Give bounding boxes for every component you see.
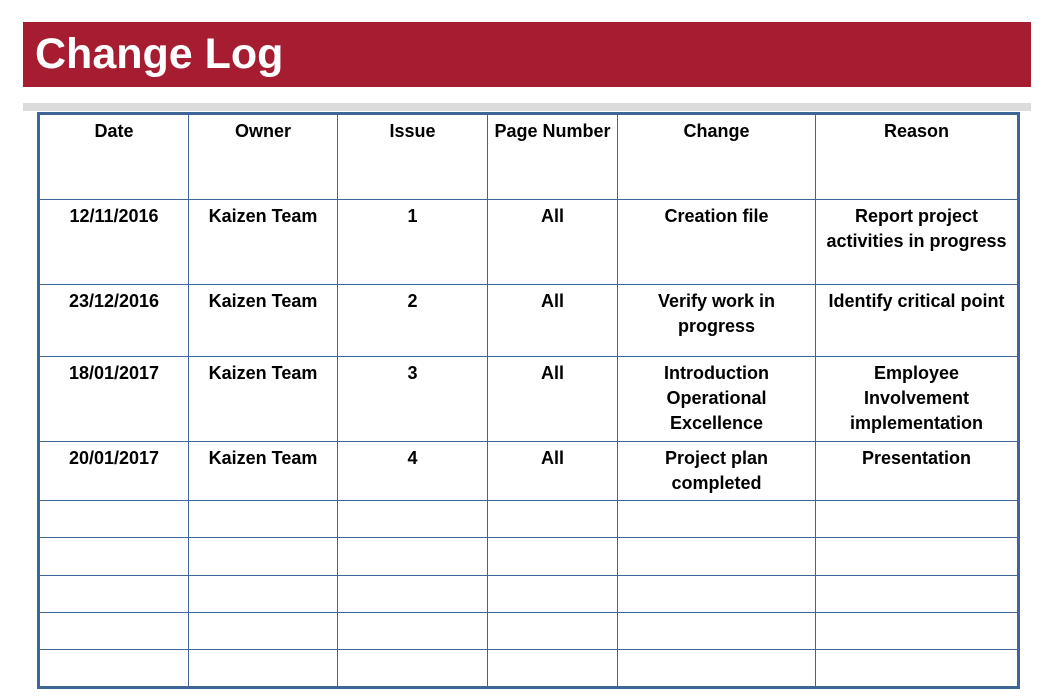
empty-cell xyxy=(618,613,816,650)
empty-cell xyxy=(488,538,618,575)
table-header-row xyxy=(39,114,1019,200)
empty-cell xyxy=(488,613,618,650)
cell-date: 20/01/2017 xyxy=(39,441,189,500)
empty-cell xyxy=(618,650,816,688)
cell-reason: Identify critical point xyxy=(816,285,1019,357)
empty-cell xyxy=(816,538,1019,575)
cell-owner: Kaizen Team xyxy=(189,285,338,357)
title-bar xyxy=(23,22,1031,87)
empty-cell xyxy=(816,613,1019,650)
change-log-table xyxy=(37,112,1020,689)
empty-cell xyxy=(39,650,189,688)
cell-date: 18/01/2017 xyxy=(39,356,189,441)
cell-reason: Presentation xyxy=(816,441,1019,500)
empty-cell xyxy=(488,575,618,612)
empty-cell xyxy=(488,500,618,537)
cell-date: 23/12/2016 xyxy=(39,285,189,357)
cell-page-number: All xyxy=(488,200,618,285)
empty-cell xyxy=(618,575,816,612)
table-row xyxy=(39,441,1019,500)
empty-cell xyxy=(816,575,1019,612)
empty-cell xyxy=(338,613,488,650)
empty-table-row xyxy=(39,538,1019,575)
empty-cell xyxy=(39,575,189,612)
cell-issue: 2 xyxy=(338,285,488,357)
empty-cell xyxy=(189,500,338,537)
table-row xyxy=(39,356,1019,441)
cell-issue: 4 xyxy=(338,441,488,500)
cell-page-number: All xyxy=(488,285,618,357)
empty-cell xyxy=(338,575,488,612)
cell-reason: Report project activities in progress xyxy=(816,200,1019,285)
cell-page-number: All xyxy=(488,441,618,500)
empty-cell xyxy=(189,538,338,575)
empty-table-row xyxy=(39,613,1019,650)
cell-change: Introduction Operational Excellence xyxy=(618,356,816,441)
empty-cell xyxy=(39,613,189,650)
cell-page-number: All xyxy=(488,356,618,441)
cell-change: Project plan completed xyxy=(618,441,816,500)
cell-owner: Kaizen Team xyxy=(189,441,338,500)
cell-owner: Kaizen Team xyxy=(189,356,338,441)
empty-cell xyxy=(816,500,1019,537)
empty-table-row xyxy=(39,650,1019,688)
empty-table-row xyxy=(39,575,1019,612)
cell-issue: 3 xyxy=(338,356,488,441)
empty-cell xyxy=(189,650,338,688)
header-issue: Issue xyxy=(338,114,488,200)
header-change: Change xyxy=(618,114,816,200)
empty-cell xyxy=(338,538,488,575)
cell-date: 12/11/2016 xyxy=(39,200,189,285)
table-row xyxy=(39,200,1019,285)
empty-table-row xyxy=(39,500,1019,537)
empty-cell xyxy=(618,500,816,537)
header-date: Date xyxy=(39,114,189,200)
table-row xyxy=(39,285,1019,357)
cell-reason: Employee Involvement implementation xyxy=(816,356,1019,441)
header-reason: Reason xyxy=(816,114,1019,200)
header-owner: Owner xyxy=(189,114,338,200)
empty-cell xyxy=(338,500,488,537)
empty-cell xyxy=(39,538,189,575)
empty-cell xyxy=(338,650,488,688)
cell-change: Creation file xyxy=(618,200,816,285)
title-divider xyxy=(23,103,1031,111)
cell-change: Verify work in progress xyxy=(618,285,816,357)
empty-cell xyxy=(488,650,618,688)
empty-cell xyxy=(618,538,816,575)
empty-cell xyxy=(816,650,1019,688)
cell-issue: 1 xyxy=(338,200,488,285)
cell-owner: Kaizen Team xyxy=(189,200,338,285)
empty-cell xyxy=(39,500,189,537)
page-title: Change Log xyxy=(35,30,284,78)
header-page-number: Page Number xyxy=(488,114,618,200)
empty-cell xyxy=(189,575,338,612)
empty-cell xyxy=(189,613,338,650)
